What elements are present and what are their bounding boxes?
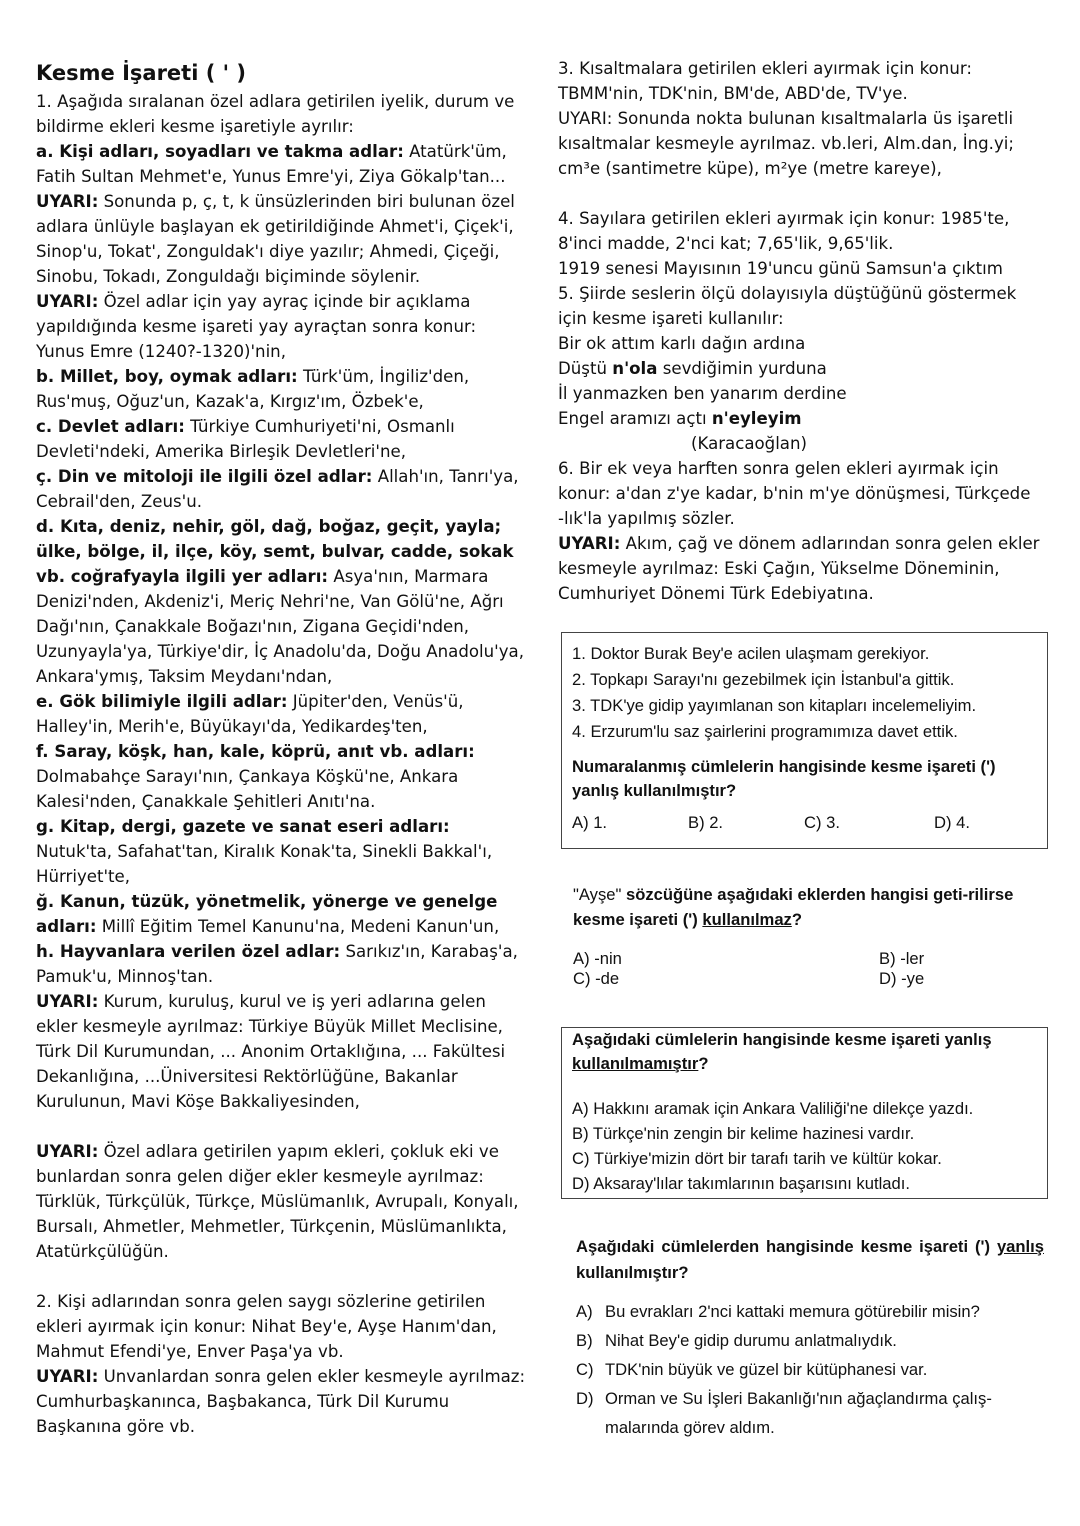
- poem-line: İl yanmazken ben yanarım derdine: [558, 384, 847, 403]
- rules-list-3: [36, 1289, 526, 1439]
- rules-list: [36, 89, 526, 1114]
- paragraph: g. Kitap, dergi, gazete ve sanat eseri adları: Nutuk'ta, Safahat'tan, Kiralık Konak'ta, Sinekli Bakkal'ı, Hürriyet'te,: [36, 817, 493, 886]
- paragraph: UYARI: Özel adlar için yay ayraç içinde bir açıklama yapıldığında kesme işareti yay ayraçtan sonra konur: Yunus Emre (1240?-1320)'nin,: [36, 292, 477, 361]
- answer-options: [576, 1297, 1044, 1442]
- paragraph: UYARI: Kurum, kuruluş, kurul ve iş yeri adlarına gelen ekler kesmeyle ayrılmaz: Türkiye Büyük Millet Meclisine, Türk Dil Kurumundan, ... Anonim Ortaklığına, ... Fakültesi Dekanlığına, ...Üniversitesi Rektörlüğüne, Bakanlar Kurulunun, Mavi Köşe Bakkaliyesinden,: [36, 992, 506, 1111]
- answer-options: [572, 1096, 1047, 1196]
- right-column: [558, 56, 1040, 606]
- question-text: Aşağıdaki cümlelerin hangisinde kesme işareti yanlış kullanılmamıştır?: [572, 1030, 992, 1073]
- option-c[interactable]: C) 3.: [804, 813, 840, 832]
- paragraph: 1919 senesi Mayısının 19'uncu günü Samsun'a çıktım: [558, 259, 1003, 278]
- paragraph: ğ. Kanun, tüzük, yönetmelik, yönerge ve genelge adları: Millî Eğitim Temel Kanunu'na, Medeni Kanun'un,: [36, 892, 500, 936]
- paragraph: f. Saray, köşk, han, kale, köprü, anıt vb. adları: Dolmabahçe Sarayı'nın, Çankaya Köşkü'ne, Ankara Kalesi'nden, Çanakkale Şehitleri Anıtı'na.: [36, 742, 475, 811]
- poem-author: (Karacaoğlan): [691, 434, 807, 453]
- option-c[interactable]: C) Türkiye'mizin dört bir tarafı tarih ve kültür kokar.: [572, 1149, 942, 1168]
- paragraph: 2. Kişi adlarından sonra gelen saygı sözlerine getirilen ekleri ayırmak için konur: Nihat Bey'e, Ayşe Hanım'dan, Mahmut Efendi'ye, Enver Paşa'ya vb.: [36, 1292, 497, 1361]
- option-a[interactable]: A) -nin: [573, 949, 622, 968]
- answer-options: [573, 949, 1043, 989]
- paragraph: ç. Din ve mitoloji ile ilgili özel adlar: Allah'ın, Tanrı'ya, Cebrail'den, Zeus'u.: [36, 467, 519, 511]
- left-column: [36, 58, 526, 1439]
- paragraph: UYARI: Unvanlardan sonra gelen ekler kesmeyle ayrılmaz: Cumhurbaşkanınca, Başbakanca, Türk Dil Kurumu Başkanına göre vb.: [36, 1367, 526, 1436]
- option-d[interactable]: D) Aksaray'lılar takımlarının başarısını kutladı.: [572, 1174, 910, 1193]
- option-d[interactable]: D) -ye: [879, 969, 925, 988]
- paragraph: 3. Kısaltmalara getirilen ekleri ayırmak için konur: TBMM'nin, TDK'nin, BM'de, ABD'de, TV'ye.: [558, 59, 972, 103]
- poem: [558, 331, 1040, 456]
- paragraph: a. Kişi adları, soyadları ve takma adlar: Atatürk'üm, Fatih Sultan Mehmet'e, Yunus Emre'yi, Ziya Gökalp'tan...: [36, 142, 507, 186]
- option-c[interactable]: C) TDK'nin büyük ve güzel bir kütüphanesi var.: [576, 1360, 928, 1379]
- paragraph: b. Millet, boy, oymak adları: Türk'üm, İngiliz'den, Rus'muş, Oğuz'un, Kazak'a, Kırgız'ım, Özbek'e,: [36, 367, 470, 411]
- answer-options: [572, 813, 1047, 833]
- option-d[interactable]: D) 4.: [934, 813, 970, 832]
- paragraph: h. Hayvanlara verilen özel adlar: Sarıkız'ın, Karabaş'a, Pamuk'u, Minnoş'tan.: [36, 942, 518, 986]
- option-b[interactable]: B) -ler: [879, 949, 925, 968]
- rule-abbreviations: [558, 56, 1040, 181]
- option-d[interactable]: D) Orman ve Su İşleri Bakanlığı'nın ağaçlandırma çalış-malarında görev aldım.: [576, 1389, 992, 1437]
- rule-letters: [558, 456, 1040, 606]
- question-2: [573, 882, 1043, 989]
- rule-numbers: [558, 206, 1040, 331]
- paragraph: UYARI: Özel adlara getirilen yapım ekleri, çokluk eki ve bunlardan sonra gelen diğer ekler kesmeyle ayrılmaz: Türklük, Türkçülük, Türkçe, Müslümanlık, Avrupalı, Konyalı, Bursalı, Ahmetler, Mehmetler, Türkçenin, Müslümanlıkta, Atatürkçülüğün.: [36, 1142, 519, 1261]
- paragraph: UYARI: Sonunda p, ç, t, k ünsüzlerinden biri bulunan özel adlara ünlüyle başlayan ek getirildiğinde Ahmet'i, Çiçek'i, Sinop'u, Tokat', Zonguldak'ı diye yazılır; Ahmedi, Çiçeği, Sinobu, Tokadı, Zonguldağı biçiminde söylenir.: [36, 192, 515, 286]
- paragraph: 6. Bir ek veya harften sonra gelen ekleri ayırmak için konur: a'dan z'ye kadar, b'nin m'ye dönüşmesi, Türkçede -lık'la yapılmış sözler.: [558, 459, 1031, 528]
- poem-line: Engel aramızı açtı n'eyleyim: [558, 409, 802, 428]
- numbered-sentence: 4. Erzurum'lu saz şairlerini programımıza davet ettik.: [572, 722, 958, 741]
- option-a[interactable]: A) 1.: [572, 813, 608, 832]
- numbered-sentence: 2. Topkapı Sarayı'nı gezebilmek için İstanbul'a gittik.: [572, 670, 955, 689]
- poem-line: Bir ok attım karlı dağın ardına: [558, 334, 806, 353]
- question-4: [576, 1234, 1044, 1442]
- option-a[interactable]: A) Bu evrakları 2'nci kattaki memura götürebilir misin?: [576, 1302, 980, 1321]
- question-text: "Ayşe" sözcüğüne aşağıdaki eklerden hangisi geti-rilirse kesme işareti (') kullanılmaz?: [573, 885, 1014, 929]
- rules-list-2: [36, 1139, 526, 1264]
- paragraph: c. Devlet adları: Türkiye Cumhuriyeti'ni, Osmanlı Devleti'ndeki, Amerika Birleşik Devletleri'ne,: [36, 417, 455, 461]
- paragraph: d. Kıta, deniz, nehir, göl, dağ, boğaz, geçit, yayla; ülke, bölge, il, ilçe, köy, semt, bulvar, cadde, sokak vb. coğrafyayla ilgili yer adları: Asya'nın, Marmara Denizi'nden, Akdeniz'i, Meriç Nehri'ne, Van Gölü'ne, Ağrı Dağı'nın, Çanakkale Boğazı'nın, Zigana Geçidi'nden, Uzunyayla'ya, Türkiye'dir, İç Anadolu'da, Doğu Anadolu'ya, Ankara'ymış, Taksim Meydanı'ndan,: [36, 517, 524, 686]
- paragraph: e. Gök bilimiyle ilgili adlar: Jüpiter'den, Venüs'ü, Halley'in, Merih'e, Büyükayı'da, Yedikardeş'ten,: [36, 692, 464, 736]
- paragraph: 1. Aşağıda sıralanan özel adlara getirilen iyelik, durum ve bildirme ekleri kesme işaretiyle ayrılır:: [36, 92, 515, 136]
- question-1-box: [561, 632, 1048, 849]
- option-a[interactable]: A) Hakkını aramak için Ankara Valiliği'ne dilekçe yazdı.: [572, 1099, 974, 1118]
- option-b[interactable]: B) 2.: [688, 813, 724, 832]
- option-c[interactable]: C) -de: [573, 969, 620, 988]
- paragraph: 5. Şiirde seslerin ölçü dolayısıyla düştüğünü göstermek için kesme işareti kullanılır:: [558, 284, 1017, 328]
- question-3-box: [561, 1027, 1048, 1199]
- question-text: Numaralanmış cümlelerin hangisinde kesme işareti (') yanlış kullanılmıştır?: [572, 757, 996, 800]
- page-title: Kesme İşareti ( ' ): [36, 61, 246, 85]
- question-text: Aşağıdaki cümlelerden hangisinde kesme işareti (') yanlış kullanılmıştır?: [576, 1237, 1044, 1282]
- paragraph: UYARI: Sonunda nokta bulunan kısaltmalarla üs işaretli kısaltmalar kesmeyle ayrılmaz. vb.leri, Alm.dan, İng.yi; cm³e (santimetre küpe), m²ye (metre kareye),: [558, 109, 1014, 178]
- paragraph: UYARI: Akım, çağ ve dönem adlarından sonra gelen ekler kesmeyle ayrılmaz: Eski Çağın, Yükselme Döneminin, Cumhuriyet Dönemi Türk Edebiyatına.: [558, 534, 1040, 603]
- poem-line: Düştü n'ola sevdiğimin yurduna: [558, 359, 827, 378]
- paragraph: 4. Sayılara getirilen ekleri ayırmak için konur: 1985'te, 8'inci madde, 2'nci kat; 7,65'lik, 9,65'lik.: [558, 209, 1010, 253]
- option-b[interactable]: B) Nihat Bey'e gidip durumu anlatmalıydık.: [576, 1331, 897, 1350]
- numbered-sentence: 3. TDK'ye gidip yayımlanan son kitapları incelemeliyim.: [572, 696, 977, 715]
- numbered-sentence: 1. Doktor Burak Bey'e acilen ulaşmam gerekiyor.: [572, 644, 930, 663]
- option-b[interactable]: B) Türkçe'nin zengin bir kelime hazinesi vardır.: [572, 1124, 915, 1143]
